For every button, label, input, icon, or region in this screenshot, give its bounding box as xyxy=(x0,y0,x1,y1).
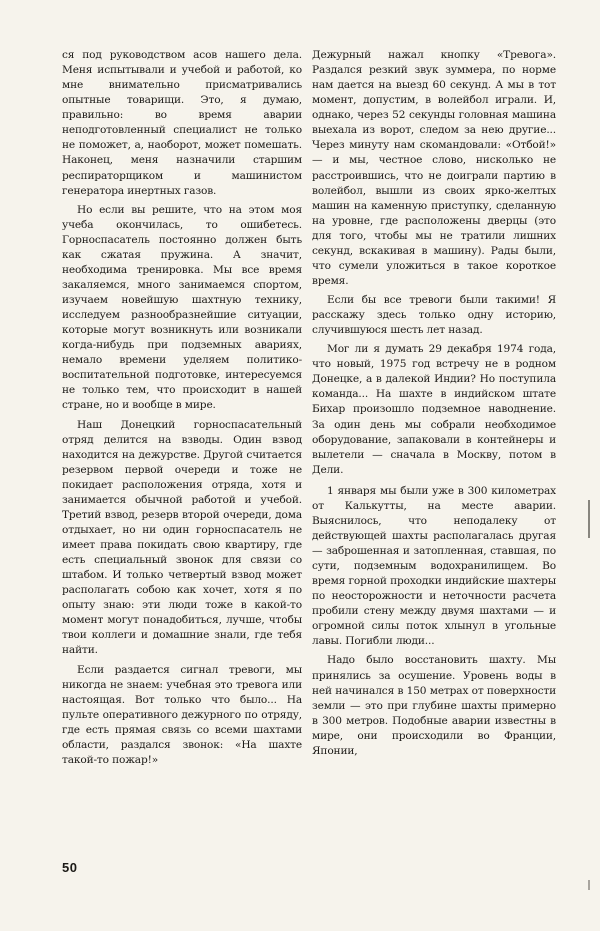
paragraph: Дежурный нажал кнопку «Тревога». Раздался резкий звук зуммера, по норме нам дается на выезд 60 секунд. А мы в тот момент, допустим, в волейбол играли. И, однако, через 52 секунды головная машина выехала из ворот, следом за нею другие... Через минуту нам скомандовали: «Отбой!» — и мы, честное слово, нисколько не расстроившись, что не доиграли партию в волейбол, вышли из своих ярко-желтых машин на каменную приступку, сделанную на уровне, где расположены дверцы (это для того, чтобы мы не тратили лишних секунд, вскакивая в машину). Рады были, что сумели уложиться в такое короткое время. xyxy=(312,49,556,287)
left-column xyxy=(62,48,302,768)
paragraph: 1 января мы были уже в 300 километрах от Калькутты, на месте аварии. Выяснилось, что неподалеку от действующей шахты располагалась другая — заброшенная и затопленная, ставшая, по сути, подземным водохранилищем. Во время горной проходки индийские шахтеры по неосторожности и неточности расчета пробили стену между двумя шахтами — и огромной силы поток хлынул в угольные лавы. Погибли люди... xyxy=(312,484,556,648)
scan-edge-mark xyxy=(588,880,590,890)
paragraph: Надо было восстановить шахту. Мы принялись за осушение. Уровень воды в ней начинался в 150 метрах от поверхности земли — это при глубине шахты примерно в 300 метров. Подобные аварии известны в мире, они происходили во Франции, Японии, xyxy=(312,654,556,757)
paragraph: Наш Донецкий горноспасательный отряд делится на взводы. Один взвод находится на дежурстве. Другой считается резервом первой очереди и тоже не покидает расположения отряда, хотя и занимается обычной работой и учебой. Третий взвод, резерв второй очереди, дома отдыхает, но ни один горноспасатель не имеет права покидать свою квартиру, где есть специальный звонок для связи со штабом. И только четвертый взвод может располагать собою как хочет, хотя я по опыту знаю: эти люди тоже в какой-то момент могут понадобиться, лучше, чтобы твои коллеги и домашние знали, где тебя найти. xyxy=(62,418,302,657)
paragraph: Но если вы решите, что на этом моя учеба окончилась, то ошибетесь. Горноспасатель постоянно должен быть как сжатая пружина. А значит, необходима тренировка. Мы все время закаляемся, много занимаемся спортом, изучаем новейшую шахтную технику, исследуем разнообразнейшие ситуации, которые могут возникнуть или возникали когда-нибудь при подземных авариях, немало времени уделяем политико-воспитательной подготовке, интересуемся не только тем, что происходит в нашей стране, но и вообще в мире. xyxy=(62,203,302,412)
scan-edge-mark xyxy=(588,500,590,538)
page-number: 50 xyxy=(62,860,78,875)
paragraph: Если раздается сигнал тревоги, мы никогда не знаем: учебная это тревога или настоящая. Вот только что было... На пульте оперативного дежурного по отряду, где есть прямая связь со всеми шахтами области, раздался звонок: «На шахте такой-то пожар!» xyxy=(62,663,302,766)
paragraph: Если бы все тревоги были такими! Я расскажу здесь только одну историю, случившуюся шесть лет назад. xyxy=(312,294,556,337)
paragraph: Мог ли я думать 29 декабря 1974 года, что новый, 1975 год встречу не в родном Донецке, а в далекой Индии? Но поступила команда... На шахте в индийском штате Бихар произошло подземное наводнение. За один день мы собрали необходимое оборудование, запаковали в контейнеры и вылетели — сначала в Москву, потом в Дели. xyxy=(312,343,556,476)
paragraph: ся под руководством асов нашего дела. Меня испытывали и учебой и работой, ко мне внимательно присматривались опытные товарищи. Это, я думаю, правильно: во время аварии неподготовленный специалист не только не поможет, а, наоборот, может помешать. Наконец, меня назначили старшим респираторщиком и машинистом генератора инертных газов. xyxy=(62,49,302,197)
right-column xyxy=(312,48,556,759)
